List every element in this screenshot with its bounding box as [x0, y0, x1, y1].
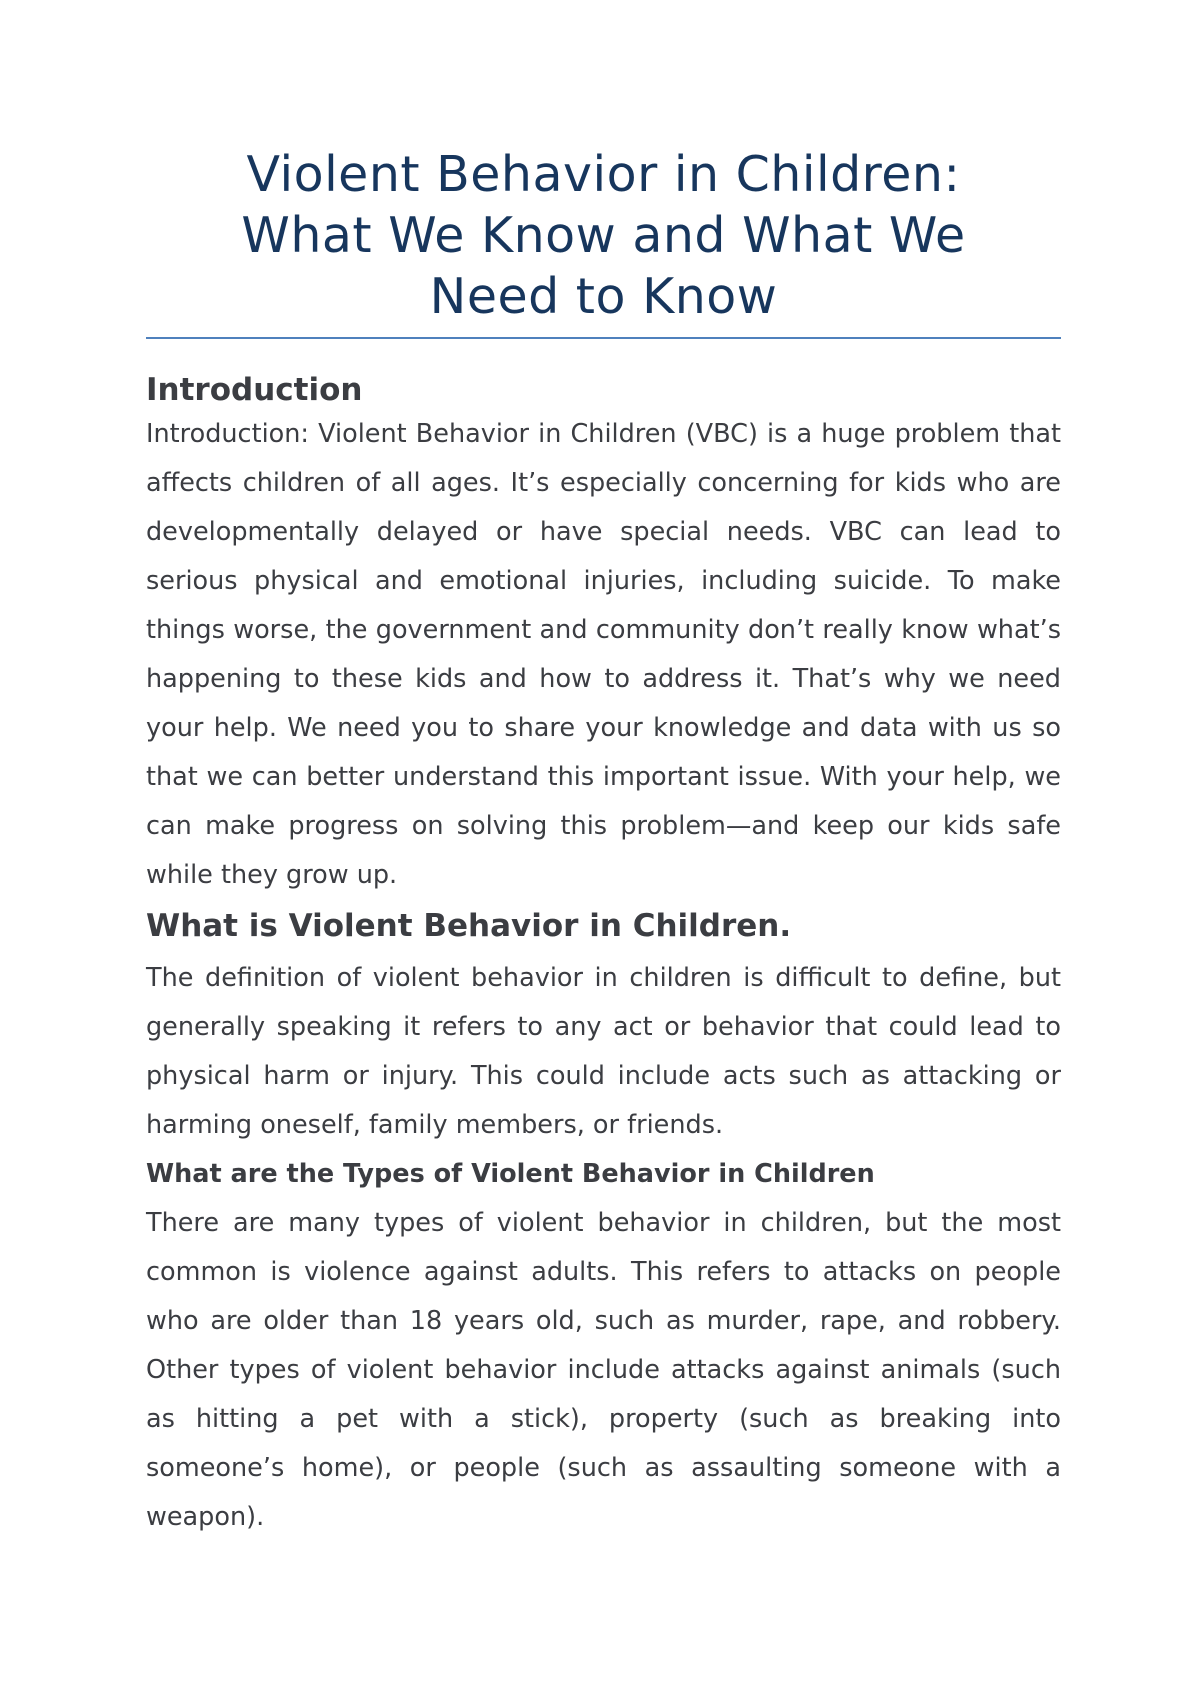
document-page — [146, 0, 1061, 1542]
section-heading-introduction: Introduction — [146, 372, 363, 408]
section-body-introduction: Introduction: Violent Behavior in Children (VBC) is a huge problem that affects children of all ages. It’s especially concerning for kids who are developmentally delayed or have special needs. VBC can lead to serious physical and emotional injuries, including suicide. To make things worse, the government and community don’t really know what’s happening to these kids and how to address it. That’s why we need your help. We need you to share your knowledge and data with us so that we can better understand this important issue. With your help, we can make progress on solving this problem—and keep our kids safe while they grow up. — [146, 419, 1061, 890]
document-title — [146, 144, 1061, 327]
section-heading-types: What are the Types of Violent Behavior in Children — [146, 1159, 875, 1189]
section-body-types: There are many types of violent behavior in children, but the most common is violence against adults. This refers to attacks on people who are older than 18 years old, such as murder, rape, and robbery. Other types of violent behavior include attacks against animals (such as hitting a pet with a stick), property (such as breaking into someone’s home), or people (such as assaulting someone with a weapon). — [146, 1208, 1061, 1532]
title-line: Violent Behavior in Children: — [246, 146, 961, 203]
title-line: What We Know and What We — [241, 207, 966, 264]
title-line: Need to Know — [429, 268, 778, 325]
section-body-definition: The definition of violent behavior in children is difficult to define, but generally speaking it refers to any act or behavior that could lead to physical harm or injury. This could include acts such as attacking or harming oneself, family members, or friends. — [146, 963, 1061, 1140]
title-divider — [146, 337, 1061, 339]
section-heading-definition: What is Violent Behavior in Children. — [146, 908, 792, 944]
